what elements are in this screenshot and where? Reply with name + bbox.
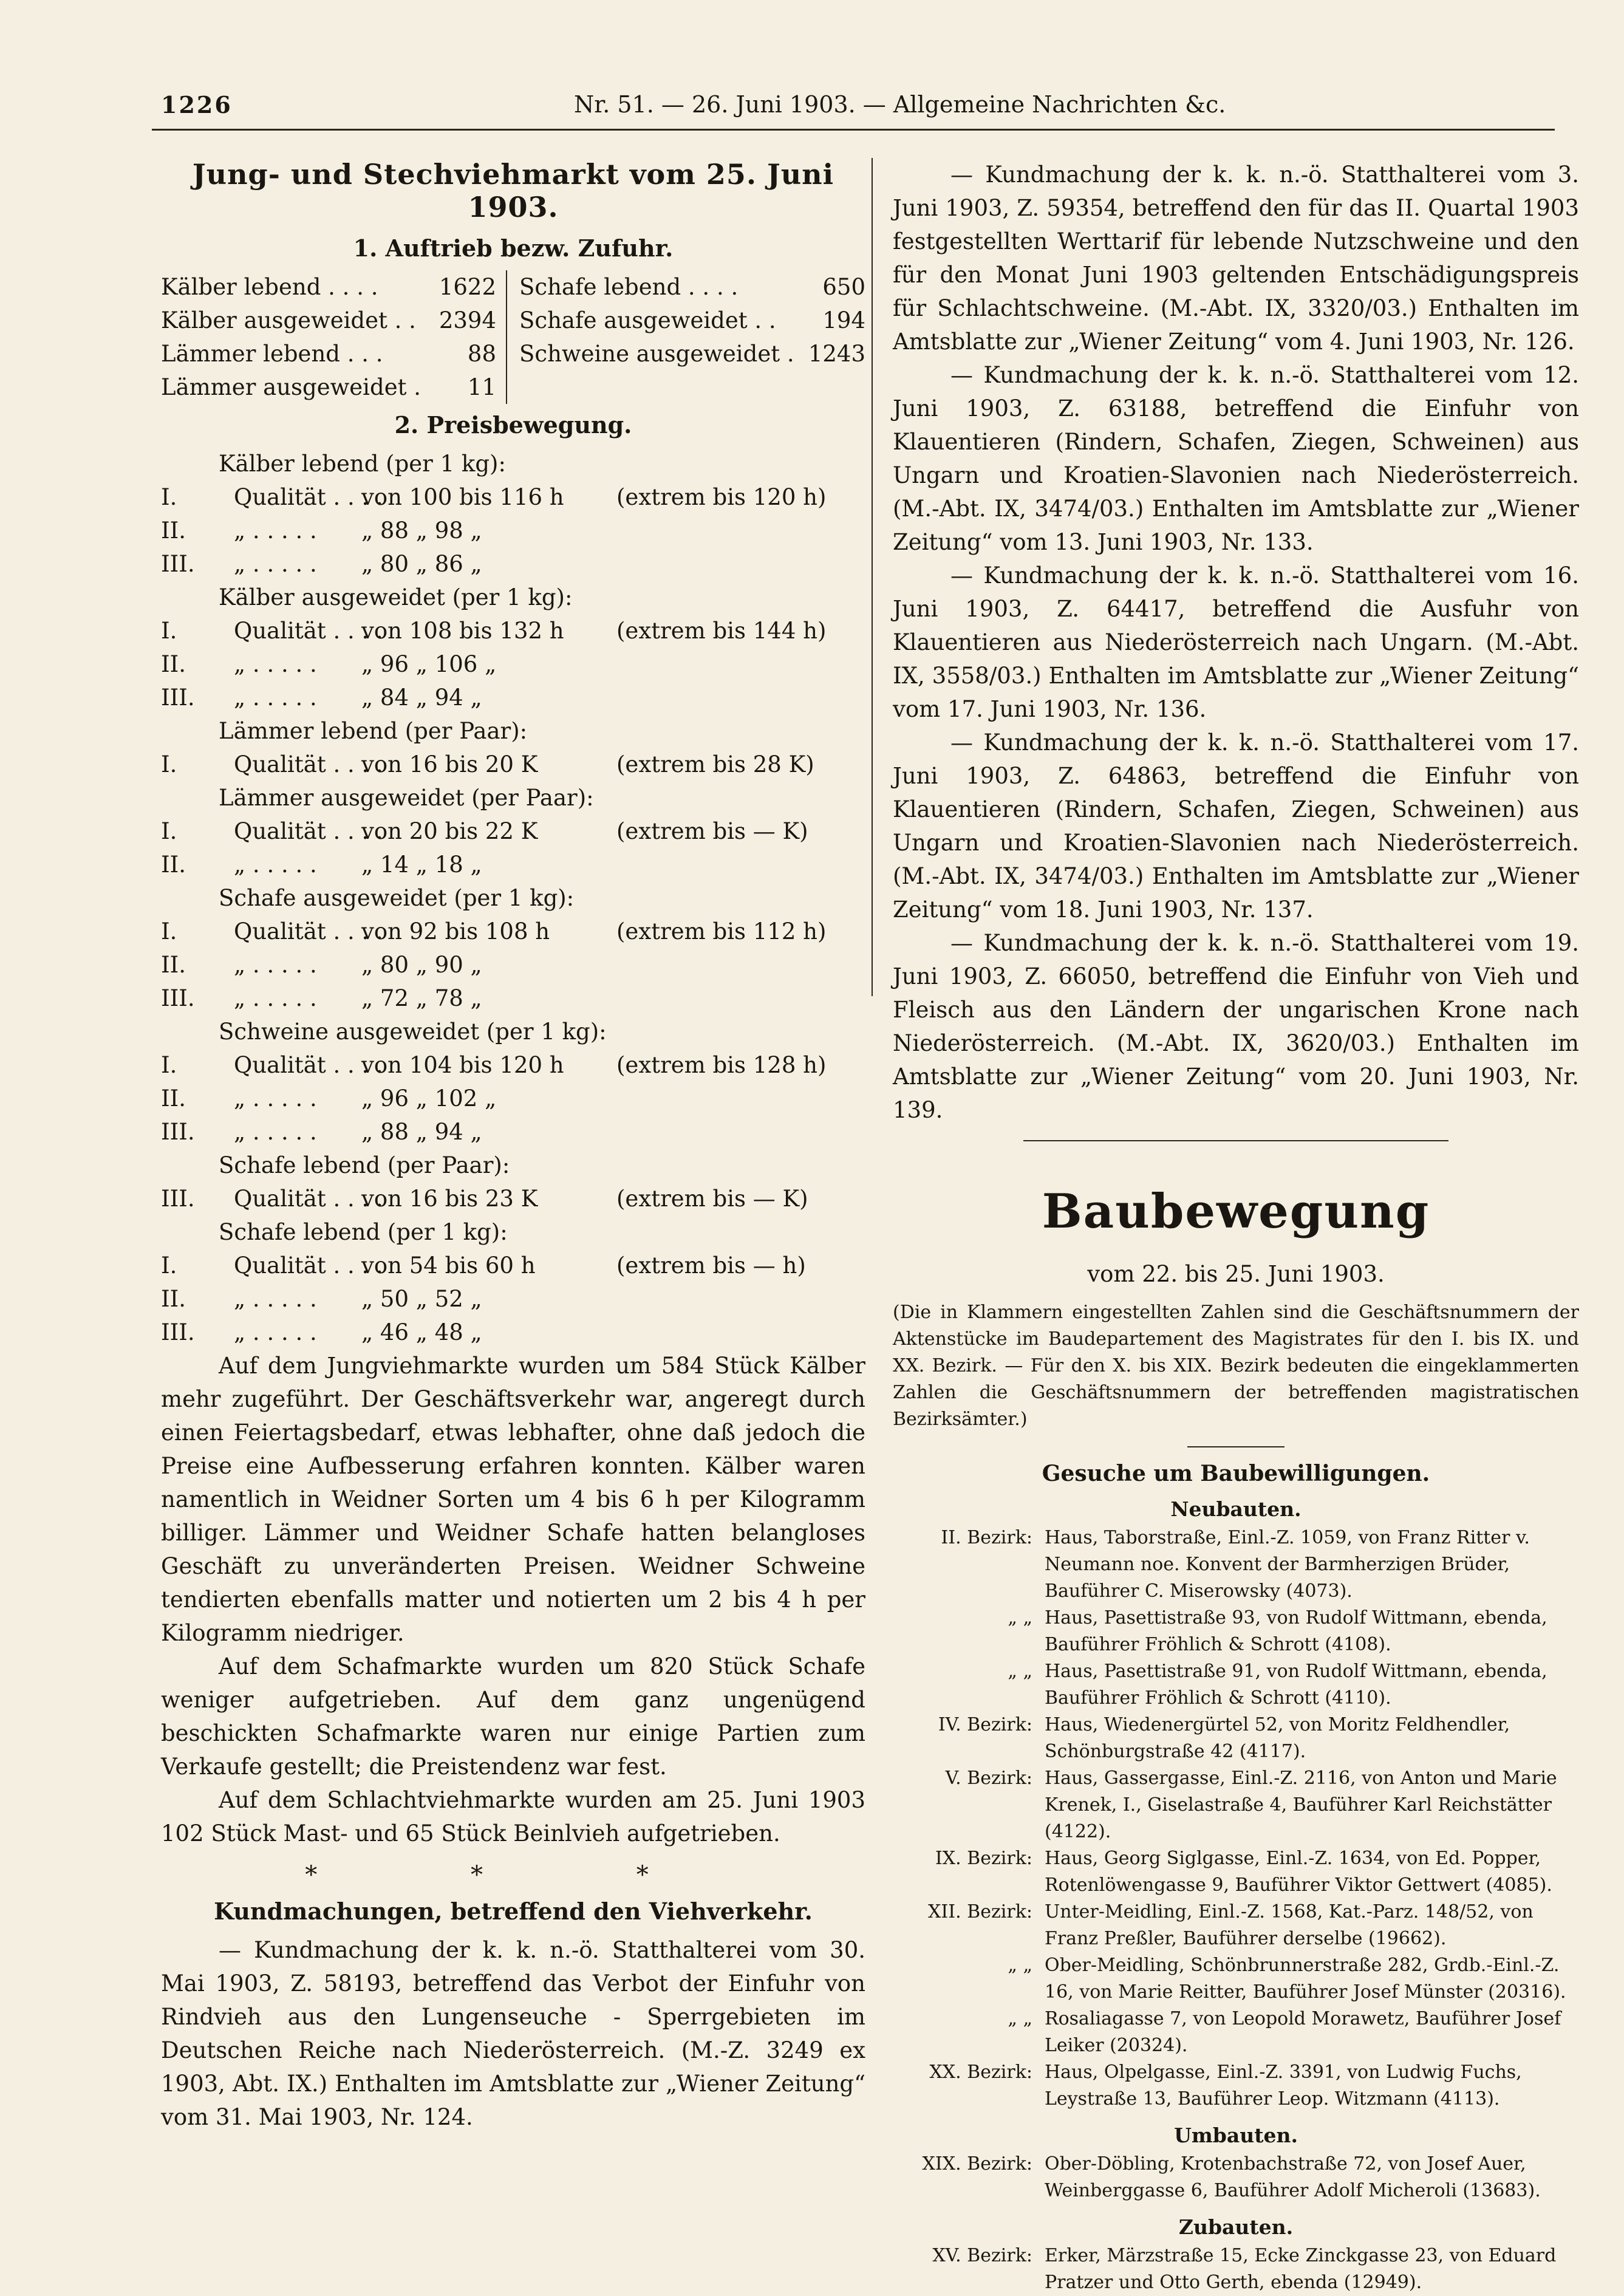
price-group-title: Kälber lebend (per 1 kg):	[219, 451, 506, 477]
kund-paragraph: — Kundmachung der k. k. n.-ö. Statthalterei vom 17. Juni 1903, Z. 64863, betreffend die Einfuhr von Klauentieren (Rindern, Schafen, Ziegen, Schweinen) aus Ungarn und Kroatien-Slavonien nach Niederösterreich. (M.-Abt. IX, 3474/03.) Enthalten im Amtsblatte zur „Wiener Zeitung“ vom 18. Juni 1903, Nr. 137.	[893, 729, 1579, 923]
auftrieb-right-list	[519, 270, 865, 404]
zubauten-title: Zubauten.	[1178, 2215, 1294, 2239]
price-range: von 20 bis 22 K	[361, 818, 538, 844]
entry-text: Erker, Märzstraße 15, Ecke Zinckgasse 23, von Eduard Pratzer und Otto Gerth, ebenda (12949).	[1045, 2245, 1557, 2293]
price-row	[161, 547, 865, 581]
quality-grade: III.	[161, 685, 195, 711]
building-entry	[893, 1899, 1579, 1952]
price-row	[161, 647, 865, 681]
kund-list	[893, 158, 1579, 1127]
building-entry	[893, 2243, 1579, 2296]
quality-grade: II.	[161, 952, 186, 978]
quality-grade: I.	[161, 1252, 177, 1279]
price-row	[161, 1316, 865, 1349]
building-entry	[893, 2059, 1579, 2113]
kund-paragraph: — Kundmachung der k. k. n.-ö. Statthalterei vom 16. Juni 1903, Z. 64417, betreffend die Ausfuhr von Klauentieren aus Niederösterreich nach Ungarn. (M.-Abt. IX, 3558/03.) Enthalten im Amtsblatte zur „Wiener Zeitung“ vom 17. Juni 1903, Nr. 136.	[893, 562, 1579, 722]
quality-label: „ . . . . .	[234, 518, 317, 544]
auftrieb-item: Kälber lebend . . . . 1622	[161, 274, 496, 300]
bau-title: Baubewegung	[1042, 1184, 1430, 1239]
quality-grade: II.	[161, 1085, 186, 1112]
kund-title: Kundmachungen, betreffend den Viehverkehr.	[214, 1898, 813, 1925]
building-entry	[893, 2151, 1579, 2204]
price-row	[161, 915, 865, 948]
building-entry	[893, 2006, 1579, 2059]
quality-label: Qualität . . . .	[234, 818, 383, 844]
entry-text: Ober-Meidling, Schönbrunnerstraße 282, Grdb.-Einl.-Z. 16, von Marie Reitter, Bauführer Josef Münster (20316).	[1045, 1955, 1566, 2003]
section-separator: * * *	[305, 1861, 722, 1889]
building-entry	[893, 1605, 1579, 1658]
price-extreme	[616, 1282, 859, 1316]
price-row	[161, 1249, 865, 1282]
price-extreme: (extrem bis 144 h)	[616, 618, 827, 644]
auftrieb-item: Schafe lebend . . . . 650	[519, 274, 865, 300]
quality-label: Qualität . . . .	[234, 1052, 383, 1078]
building-entry	[893, 1765, 1579, 1845]
quality-label: Qualität . . . .	[234, 618, 383, 644]
umbauten-list	[893, 2151, 1579, 2204]
entry-district: XV. Bezirk:	[932, 2245, 1032, 2266]
price-range: „ 80 „ 86 „	[361, 551, 482, 577]
entry-district: „ „	[1008, 2008, 1032, 2029]
price-extreme: (extrem bis — h)	[616, 1252, 806, 1279]
price-row	[161, 982, 865, 1015]
quality-label: „ . . . . .	[234, 1319, 317, 1345]
price-row	[161, 748, 865, 781]
price-extreme	[616, 647, 859, 681]
entry-district: XX. Bezirk:	[929, 2062, 1032, 2083]
building-entry	[893, 1658, 1579, 1712]
entry-district: IX. Bezirk:	[935, 1848, 1032, 1869]
building-entry	[893, 1845, 1579, 1899]
gesuche-title: Gesuche um Baubewilligungen.	[1042, 1461, 1430, 1486]
right-column	[893, 158, 1579, 2296]
entry-text: Haus, Taborstraße, Einl.-Z. 1059, von Franz Ritter v. Neumann noe. Konvent der Barmherzigen Brüder, Bauführer C. Miserowsky (4073).	[1045, 1527, 1530, 1602]
price-range: „ 84 „ 94 „	[361, 685, 482, 711]
zubauten-list	[893, 2243, 1579, 2296]
market-title: Jung- und Stechviehmarkt vom 25. Juni 1903.	[192, 158, 834, 224]
price-row	[161, 614, 865, 647]
price-range: „ 96 „ 106 „	[361, 651, 497, 677]
entry-text: Rosaliagasse 7, von Leopold Morawetz, Bauführer Josef Leiker (20324).	[1045, 2008, 1561, 2056]
kund-paragraph: — Kundmachung der k. k. n.-ö. Statthalterei vom 12. Juni 1903, Z. 63188, betreffend die Einfuhr von Klauentieren (Rindern, Schafen, Ziegen, Schweinen) aus Ungarn und Kroatien-Slavonien nach Niederösterreich. (M.-Abt. IX, 3474/03.) Enthalten im Amtsblatte zur „Wiener Zeitung“ vom 13. Juni 1903, Nr. 133.	[893, 362, 1579, 555]
quality-label: Qualität . . . .	[234, 484, 383, 510]
report-paragraph: Auf dem Jungviehmarkte wurden um 584 Stück Kälber mehr zugeführt. Der Geschäftsverkehr war, angeregt durch einen Feiertagsbedarf, etwas lebhafter, ohne daß jedoch die Preise eine Aufbesserung erfahren konnten. Kälber waren namentlich in Weidner Sorten um 4 bis 6 h per Kilogramm billiger. Lämmer und Weidner Schafe hatten belangloses Geschäft zu unveränderten Preisen. Weidner Schweine tendierten ebenfalls matter und notierten um 2 bis 4 h per Kilogramm niedriger.	[161, 1353, 865, 1646]
price-row	[161, 681, 865, 714]
quality-label: Qualität . . . .	[234, 751, 383, 777]
auftrieb-item: Schafe ausgeweidet . . 194	[519, 307, 865, 333]
price-group-title: Kälber ausgeweidet (per 1 kg):	[219, 584, 573, 610]
price-group-title: Lämmer lebend (per Paar):	[219, 718, 528, 744]
left-column	[161, 158, 865, 2134]
price-group-title: Schweine ausgeweidet (per 1 kg):	[219, 1019, 607, 1045]
price-range: „ 46 „ 48 „	[361, 1319, 482, 1345]
quality-label: „ . . . . .	[234, 651, 317, 677]
entry-text: Haus, Gassergasse, Einl.-Z. 2116, von Anton und Marie Krenek, I., Giselastraße 4, Bauführer Karl Reichstätter (4122).	[1045, 1768, 1557, 1842]
price-row	[161, 1182, 865, 1215]
price-row	[161, 1048, 865, 1082]
page-header	[161, 91, 1619, 134]
price-extreme	[616, 1115, 859, 1149]
price-extreme	[616, 547, 859, 581]
price-range: „ 96 „ 102 „	[361, 1085, 497, 1112]
price-extreme	[616, 1316, 859, 1349]
quality-grade: II.	[161, 1286, 186, 1312]
auftrieb-heading: 1. Auftrieb bezw. Zufuhr.	[353, 234, 674, 262]
price-extreme: (extrem bis 28 K)	[616, 751, 814, 777]
price-table	[161, 447, 865, 1349]
price-group-title: Schafe lebend (per 1 kg):	[219, 1219, 508, 1245]
quality-label: „ . . . . .	[234, 852, 317, 878]
price-group-title: Schafe ausgeweidet (per 1 kg):	[219, 885, 575, 911]
quality-label: „ . . . . .	[234, 1085, 317, 1112]
price-extreme	[616, 982, 859, 1015]
quality-grade: III.	[161, 551, 195, 577]
price-extreme: (extrem bis 128 h)	[616, 1052, 827, 1078]
quality-grade: I.	[161, 618, 177, 644]
building-entry	[893, 1525, 1579, 1605]
quality-grade: I.	[161, 918, 177, 945]
quality-label: „ . . . . .	[234, 551, 317, 577]
auftrieb-item: Kälber ausgeweidet . . 2394	[161, 307, 496, 333]
quality-label: Qualität . . . .	[234, 1186, 383, 1212]
price-row	[161, 1115, 865, 1149]
auftrieb-item: Lämmer ausgeweidet . 11	[161, 374, 496, 400]
kund-paragraph: — Kundmachung der k. k. n.-ö. Statthalterei vom 30. Mai 1903, Z. 58193, betreffend das Verbot der Einfuhr von Rindvieh aus den Lungenseuche - Sperrgebieten im Deutschen Reiche nach Niederösterreich. (M.-Z. 3249 ex 1903, Abt. IX.) Enthalten im Amtsblatte zur „Wiener Zeitung“ vom 31. Mai 1903, Nr. 124.	[161, 1937, 865, 2130]
entry-text: Unter-Meidling, Einl.-Z. 1568, Kat.-Parz. 148/52, von Franz Preßler, Bauführer derselbe (19662).	[1045, 1901, 1534, 1949]
quality-grade: III.	[161, 1186, 195, 1212]
neubauten-list	[893, 1525, 1579, 2113]
quality-label: „ . . . . .	[234, 985, 317, 1011]
quality-label: „ . . . . .	[234, 1119, 317, 1145]
market-report	[161, 1349, 865, 1850]
quality-grade: II.	[161, 651, 186, 677]
building-entry	[893, 1952, 1579, 2006]
quality-label: Qualität . . . .	[234, 918, 383, 945]
price-extreme: (extrem bis — K)	[616, 818, 808, 844]
price-row	[161, 1082, 865, 1115]
price-range: „ 50 „ 52 „	[361, 1286, 482, 1312]
divider	[1187, 1446, 1285, 1447]
entry-district: XII. Bezirk:	[928, 1901, 1032, 1922]
price-group-title: Schafe lebend (per Paar):	[219, 1152, 510, 1178]
price-range: „ 14 „ 18 „	[361, 852, 482, 878]
entry-text: Ober-Döbling, Krotenbachstraße 72, von Josef Auer, Weinberggasse 6, Bauführer Adolf Micheroli (13683).	[1045, 2153, 1541, 2201]
quality-label: „ . . . . .	[234, 685, 317, 711]
price-range: „ 72 „ 78 „	[361, 985, 482, 1011]
price-range: von 100 bis 116 h	[361, 484, 564, 510]
price-range: von 16 bis 20 K	[361, 751, 538, 777]
price-extreme: (extrem bis 120 h)	[616, 484, 827, 510]
price-range: „ 80 „ 90 „	[361, 952, 482, 978]
entry-text: Haus, Pasettistraße 91, von Rudolf Wittmann, ebenda, Bauführer Fröhlich & Schrott (4110).	[1045, 1661, 1547, 1709]
price-range: von 108 bis 132 h	[361, 618, 564, 644]
entry-district: V. Bezirk:	[945, 1768, 1032, 1789]
price-extreme	[616, 681, 859, 714]
running-title: Nr. 51. — 26. Juni 1903. — Allgemeine Nachrichten &c.	[574, 91, 1226, 118]
quality-grade: III.	[161, 1119, 195, 1145]
price-extreme: (extrem bis 112 h)	[616, 918, 827, 945]
building-entry	[893, 1712, 1579, 1765]
price-range: von 54 bis 60 h	[361, 1252, 536, 1279]
umbauten-title: Umbauten.	[1174, 2123, 1298, 2147]
bau-subtitle: vom 22. bis 25. Juni 1903.	[1087, 1261, 1385, 1287]
auftrieb-left-list	[161, 270, 507, 404]
price-extreme	[616, 1082, 859, 1115]
entry-district: „ „	[1008, 1607, 1032, 1628]
kund-paragraph: — Kundmachung der k. k. n.-ö. Statthalterei vom 19. Juni 1903, Z. 66050, betreffend die Einfuhr von Vieh und Fleisch aus den Ländern der ungarischen Krone nach Niederösterreich. (M.-Abt. IX, 3620/03.) Enthalten im Amtsblatte zur „Wiener Zeitung“ vom 20. Juni 1903, Nr. 139.	[893, 930, 1579, 1123]
price-row	[161, 815, 865, 848]
price-row	[161, 948, 865, 982]
bau-note: (Die in Klammern eingestellten Zahlen sind die Geschäftsnummern der Aktenstücke im Baudepartement des Magistrates für den I. bis IX. und XX. Bezirk. — Für den X. bis XIX. Bezirk bedeuten die eingeklammerten Zahlen die Geschäftsnummern der betreffenden magistratischen Bezirksämter.)	[893, 1302, 1579, 1430]
entry-district: „ „	[1008, 1661, 1032, 1682]
auftrieb-table	[161, 270, 865, 404]
price-group-title: Lämmer ausgeweidet (per Paar):	[219, 785, 594, 811]
entry-text: Haus, Georg Siglgasse, Einl.-Z. 1634, von Ed. Popper, Rotenlöwengasse 9, Bauführer Viktor Gettwert (4085).	[1045, 1848, 1552, 1896]
price-extreme: (extrem bis — K)	[616, 1186, 808, 1212]
price-range: von 104 bis 120 h	[361, 1052, 564, 1078]
price-row	[161, 848, 865, 881]
price-row	[161, 1282, 865, 1316]
quality-grade: I.	[161, 484, 177, 510]
entry-district: II. Bezirk:	[941, 1527, 1032, 1548]
quality-label: „ . . . . .	[234, 1286, 317, 1312]
quality-grade: III.	[161, 1319, 195, 1345]
column-divider	[872, 158, 873, 996]
quality-grade: I.	[161, 1052, 177, 1078]
divider	[1023, 1140, 1448, 1141]
preis-heading: 2. Preisbewegung.	[394, 411, 632, 439]
quality-grade: I.	[161, 818, 177, 844]
entry-district: XIX. Bezirk:	[922, 2153, 1032, 2175]
report-paragraph: Auf dem Schafmarkte wurden um 820 Stück Schafe weniger aufgetrieben. Auf dem ganz ungenügend beschickten Schafmarkte waren nur einige Partien zum Verkaufe gestellt; die Preistendenz war fest.	[161, 1653, 865, 1780]
price-row	[161, 480, 865, 514]
price-row	[161, 514, 865, 547]
price-extreme	[616, 848, 859, 881]
price-range: „ 88 „ 94 „	[361, 1119, 482, 1145]
report-paragraph: Auf dem Schlachtviehmarkte wurden am 25. Juni 1903 102 Stück Mast- und 65 Stück Beinlvieh aufgetrieben.	[161, 1787, 865, 1847]
quality-grade: II.	[161, 852, 186, 878]
entry-text: Haus, Wiedenergürtel 52, von Moritz Feldhendler, Schönburgstraße 42 (4117).	[1045, 1714, 1510, 1762]
auftrieb-item: Schweine ausgeweidet . 1243	[519, 341, 865, 367]
price-extreme	[616, 514, 859, 547]
entry-district: IV. Bezirk:	[938, 1714, 1032, 1735]
quality-grade: II.	[161, 518, 186, 544]
quality-label: „ . . . . .	[234, 952, 317, 978]
quality-grade: III.	[161, 985, 195, 1011]
price-range: „ 88 „ 98 „	[361, 518, 482, 544]
quality-grade: I.	[161, 751, 177, 777]
entry-text: Haus, Olpelgasse, Einl.-Z. 3391, von Ludwig Fuchs, Leystraße 13, Bauführer Leop. Witzmann (4113).	[1045, 2062, 1522, 2110]
entry-district: „ „	[1008, 1955, 1032, 1976]
auftrieb-item: Lämmer lebend . . . 88	[161, 341, 496, 367]
kund-paragraph: — Kundmachung der k. k. n.-ö. Statthalterei vom 3. Juni 1903, Z. 59354, betreffend den für das II. Quartal 1903 festgestellten Werttarif für lebende Nutzschweine und den für den Monat Juni 1903 geltenden Entschädigungspreis für Schlachtschweine. (M.-Abt. IX, 3320/03.) Enthalten im Amtsblatte zur „Wiener Zeitung“ vom 4. Juni 1903, Nr. 126.	[893, 162, 1579, 355]
price-range: von 92 bis 108 h	[361, 918, 550, 945]
page-number: 1226	[161, 91, 233, 118]
price-extreme	[616, 948, 859, 982]
neubauten-title: Neubauten.	[1170, 1497, 1302, 1521]
quality-label: Qualität . . . .	[234, 1252, 383, 1279]
entry-text: Haus, Pasettistraße 93, von Rudolf Wittmann, ebenda, Bauführer Fröhlich & Schrott (4108).	[1045, 1607, 1547, 1655]
header-rule	[152, 129, 1555, 131]
price-range: von 16 bis 23 K	[361, 1186, 538, 1212]
